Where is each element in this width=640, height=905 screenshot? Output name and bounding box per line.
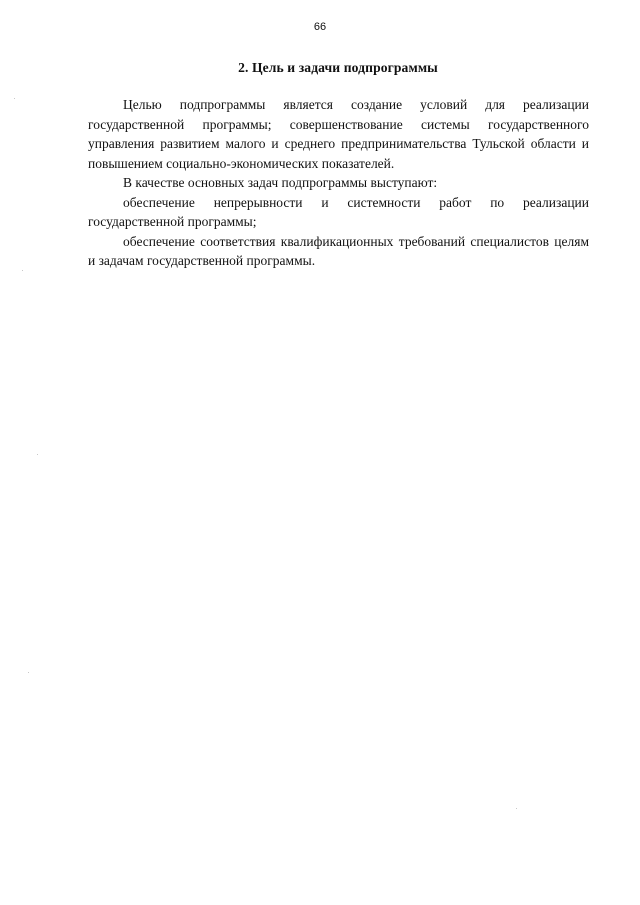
page-number: 66 <box>313 21 327 33</box>
paragraph-tasks-intro: В качестве основных задач подпрограммы выступают: <box>123 175 438 190</box>
scan-speck <box>22 270 23 271</box>
scan-speck <box>14 98 15 99</box>
paragraph-goal: Целью подпрограммы является создание условий для реализации государственной программы; совершенствование системы государственного управления развитием малого и среднего предпринимательства Тульской области и повышением социально-экономических показателей. <box>88 97 589 171</box>
paragraph-task-qualification: обеспечение соответствия квалификационных требований специалистов целям и задачам государственной программы. <box>88 233 589 268</box>
body-text <box>88 95 589 271</box>
section-title: 2. Цель и задачи подпрограммы <box>238 60 438 75</box>
paragraph-task-continuity: обеспечение непрерывности и системности работ по реализации государственной программы; <box>88 194 589 229</box>
scan-speck <box>516 808 517 809</box>
scan-speck <box>37 454 38 455</box>
scan-speck <box>28 672 29 673</box>
